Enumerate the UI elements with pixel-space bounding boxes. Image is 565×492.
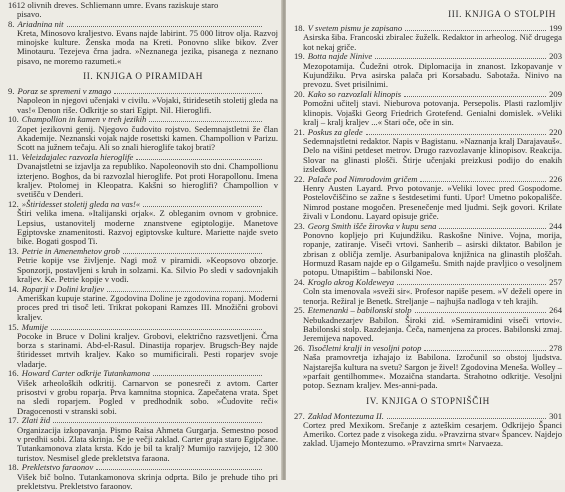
chapter-number: 11. — [8, 152, 19, 163]
chapter-number: 9. — [8, 86, 15, 97]
chapter-title: V svetem pismu je zapisano — [307, 23, 403, 33]
toc-entry — [8, 153, 278, 199]
dot-leader — [375, 58, 546, 59]
chapter-number: 8. — [8, 18, 15, 29]
dot-leader — [404, 96, 546, 97]
page-number: 203 — [549, 51, 562, 62]
dot-leader — [96, 469, 262, 470]
toc-entry — [294, 52, 562, 89]
section-heading: IV. KNJIGA O STOPNIŠČIH — [366, 395, 490, 406]
chapter-number: 25. — [294, 305, 305, 316]
chapter-title: Tisočletni kralji in vesoljni potop — [307, 343, 422, 354]
chapter-number: 26. — [294, 343, 305, 354]
page-number: 278 — [549, 343, 562, 354]
chapter-number: 15. — [8, 321, 19, 332]
dot-leader — [123, 253, 262, 254]
chapter-number: 13. — [8, 246, 19, 257]
toc-entry — [8, 115, 278, 152]
dot-leader — [366, 134, 546, 135]
toc-entry — [294, 175, 562, 221]
toc-entry — [294, 222, 562, 278]
chapter-title: Georg Smith išče žirovka v kupu sena — [307, 220, 437, 231]
chapter-number: 23. — [294, 220, 305, 231]
running-head: III. KNJIGA O STOLPIH — [448, 9, 556, 19]
dot-leader — [153, 375, 262, 376]
chapter-title: Ariadnina nit — [17, 18, 64, 29]
toc-entry — [8, 87, 278, 115]
chapter-summary: Organizacija izkopavanja. Pismo Raisa Ahmeta Gurgarja. Semestno posod v predhii sobi. Zlata skrinja. Še je večji zaklad. Carter graja staro Egipčane. Tutankamonova zlata krsta. Kdo je bil ta kralj? Mumijo razvijejo, 12 300 turistov. Nesmisel glede prekletstva faraona. — [17, 424, 278, 463]
chapter-number: 20. — [294, 89, 305, 100]
dot-leader — [107, 291, 262, 292]
chapter-summary: Zopet jezikovni genij. Njegovo čudovito rojstvo. Sedemnajstletni že član Akademije. Neznanski vojak najde rosettski kamen. Champollion v Parizu. Scott na južnem tečaju. Ali so znali hieroglife takoj brati? — [17, 123, 278, 153]
toc-entry — [8, 247, 278, 284]
page-number: 199 — [549, 23, 562, 33]
dot-leader — [114, 93, 262, 94]
dot-leader — [51, 329, 262, 330]
toc-entry — [8, 463, 278, 491]
right-page-column — [286, 0, 565, 449]
chapter-title: Botta najde Ninive — [307, 51, 373, 62]
chapter-summary: Pomožni učitelj stavi. Nieburova potovanja. Persepolis. Plasti razlomljiv klinopis. Vojaški Georg Friedrich Grotefend. Genialni domislek. »Veliki kralj – kralj kraljev ...« Stari oče, oče in sin. — [303, 98, 562, 127]
dot-leader — [136, 159, 262, 160]
chapter-summary: Ameriškan kupuje starine. Zgodovina Doline je zgodovina ropanj. Moderni proces pred tri tisoč leti. Trikrat pokopani Ramzes III. Množični grobovi kraljev. — [17, 293, 278, 322]
chapter-title: Champollion in kamen v treh jezikih — [21, 114, 147, 125]
chapter-number: 27. — [294, 410, 305, 421]
chapter-title: Mumije — [21, 321, 49, 332]
page-number: 226 — [549, 173, 562, 184]
dot-leader — [405, 30, 546, 31]
chapter-summary: Višek arheoloških odkritij. Carnarvon se ponesreči z avtom. Carter prisostvi v grobu roparja. Prva kamnitna stopnica. Zapečatena vrata. Spet na sledi roparjem. Pogled v predhodnik sobo. »Čudovite reči« Dragocenosti v stranski sobi. — [17, 377, 278, 416]
chapter-summary: Višek bič bolno. Tutankamonova skrinja odprta. Bilo je prehude tiho pri prekletstvu. Prekletstvo faraonov. — [17, 471, 278, 492]
chapter-summary: Nebukadnezarjev Babilon. Široki zid. »Semiramidini viseči vrtovi«. Babilonski stolp. Razdejanja. Čeča, namenjena za proces. Babilonski zmaj. Jeremijeva napoved. — [303, 314, 562, 344]
chapter-title: »Štiridesset stoletij gleda na vas!« — [21, 199, 141, 210]
dot-leader — [420, 181, 546, 182]
toc-entry — [294, 24, 562, 52]
chapter-summary: Petrie kopije vse življenje. Nagi mož v piramidi. »Keopsovo obzorje. Sponzorji, postavljeni s kruh in solzami. Ka. Silvio Po sledi v sadovnjakih kraljev. Ke. Petrie kopije v vodi. — [17, 255, 278, 285]
dot-leader — [415, 312, 546, 313]
chapter-number: 17. — [8, 415, 19, 426]
section-heading: II. KNJIGA O PIRAMIDAH — [83, 71, 203, 82]
dot-leader — [424, 350, 546, 351]
chapter-number: 24. — [294, 277, 305, 288]
carryover-line: 1612 olivnih dreves. Schliemann umre. Evans raziskuje staro — [8, 0, 219, 10]
chapter-title: Veleizdajalec razvozla hieroglife — [21, 152, 134, 163]
dot-leader — [439, 228, 546, 229]
dot-leader — [387, 418, 546, 419]
dot-leader — [143, 206, 262, 207]
toc-entry — [294, 128, 562, 174]
chapter-summary: Ponovno kopljejo pri Kujundžiku. Raskošne Ninive. Vojna, morija, ropanje, zatiranje. Viseči vrtovi. Sanherib – asirski diktator. Babilon je zbrisan z obličja zemlje. Asurbanipalova knjižnica na glinastih ploščah. Hormuzd Rasam najde ep o Gilgamešu. Smith najde pravljico o vesoljnem potopu. Utnapištim – babilonski Noe. — [303, 230, 562, 278]
toc-entry — [8, 369, 278, 415]
chapter-number: 18. — [294, 23, 305, 33]
dot-leader — [67, 26, 262, 27]
right-page — [286, 0, 565, 480]
chapter-title: Petrie in Amenemhetov grob — [21, 246, 120, 257]
chapter-number: 19. — [294, 51, 305, 62]
toc-entry — [8, 20, 278, 66]
chapter-summary: Dvanajstletni se izjavlja za republiko. Napoleonovih sto dni. Champollionu izterjeno. Boghos, da bi razvozlal hieroglife. Pot proti Horapollonu. Imena kraljev. Ptolomej in Kleopatra. Kakšni so hieroglifi? Champollion v svetišču v Denderi. — [17, 161, 278, 200]
chapter-summary: Coln sta imenovala »sveži sir«. Profesor napiše pesem. »V deželi opere in tenorja. Režiral je Benetk. Streljanje – najhujša nadloga v teh krajih. — [303, 286, 562, 306]
chapter-summary: Henry Austen Layard. Prvo potovanje. »Veliki lovec pred Gospodome. Postelovčiščino se zažne s šestdesetimi funti. Upor! Umetno pokopališče. Nimrod postane mogočen. Presenečenje med ljudmi. Sejk govori. Krilate živali v Londonu. Layard opisuje griče. — [303, 183, 562, 221]
toc-entry — [294, 344, 562, 390]
toc-entry — [8, 323, 278, 369]
chapter-number: 21. — [294, 126, 305, 137]
chapter-number: 10. — [8, 114, 19, 125]
chapter-summary: Kreta, Minosovo kraljestvo. Evans najde labirint. 75 000 litrov olja. Razvoj minojske kulture. Ženska moda na Kreti. Ponovno slike bikov. Zver Minotauru. Tezejeva črna jadra. »Neznanega jezika, pisanega z neznano pisavo, ne moremo razumeti.« — [17, 27, 278, 66]
chapter-summary: Naša pramovretja izhajajo iz Babilona. Izročunil so obstoj ljudstva. Najstarejša kultura na svetu? Sargon je živel! Zgodovina Meneša. Wolley – »parfait gentilhomme«. Mozaična standarta. Strahotno odkritje. Vesoljni potop. Seznam kraljev. Mes-anni-pada. — [303, 352, 562, 391]
toc-entry — [294, 278, 562, 306]
chapter-summary: Štiri velika imena. »Italijanski orjak«. Z obleganim ovnom v grobnice. Lepsius, ustanovitelj moderne znanstvene egiptologije. Manetove Egiptovske znamenitosti. Razvoj egiptovske kulture. Mariette najde sveto bike. Bogati gospod Ti. — [17, 208, 278, 247]
chapter-summary: Cortez pred Mexikom. Srečanje z azteškim cesarjem. Odkrijejo Španci Ameriko. Cortez pade z visokega zidu. »Pravzirna stvar« Špancev. Najdejo zaklad. Ujamejo Montezumo. »Pravzirna smrt« Narvaeza. — [303, 419, 562, 449]
chapter-title: Kroglo akrog Koldeweya — [307, 277, 394, 288]
page-number: 257 — [549, 277, 562, 288]
chapter-title: Palače pod Nimrodovim gričem — [307, 173, 418, 184]
page-number: 220 — [549, 126, 562, 137]
page-number: 209 — [549, 89, 562, 100]
chapter-title: Etemenanki – babilonski stolp — [307, 305, 412, 316]
dot-leader — [53, 422, 262, 423]
toc-entry — [294, 412, 562, 449]
toc-entry — [294, 90, 562, 127]
chapter-title: Prekletstvo faraonov — [21, 462, 94, 473]
chapter-title: Roparji v Dolini kraljev — [21, 283, 105, 294]
dot-leader — [397, 284, 546, 285]
chapter-title: Howard Carter odkrije Tutankamona — [21, 368, 151, 379]
toc-entry — [8, 200, 278, 246]
page-number: 244 — [549, 220, 562, 231]
chapter-number: 14. — [8, 283, 19, 294]
left-page-column — [0, 0, 282, 492]
dot-leader — [149, 121, 262, 122]
page-number: 264 — [549, 305, 562, 316]
toc-entry — [8, 416, 278, 462]
carryover-line: pisavo. — [17, 9, 42, 20]
toc-entry — [8, 285, 278, 322]
chapter-title: Poskus za glede — [307, 126, 363, 137]
chapter-number: 16. — [8, 368, 19, 379]
chapter-summary: Sedemnajstletni redaktor. Napis v Bagistanu. »Naznanja kralj Darajavauš«. Delo na višini petdeset metrov. Drugo razvozlavanje klinopisov. Reakcija. Slovar na glinasti plošči. Štirje učenjaki preizkusi podijo do enakih izsledkov. — [303, 136, 562, 174]
chapter-title: Zlati žid — [21, 415, 51, 426]
chapter-title: Poraz se spremeni v zmago — [17, 86, 112, 97]
chapter-summary: Mezopotamija. Čudežni otrok. Diplomacija in znanost. Izkopavanje v Kujundžiku. Prva asirska palača pri Korsabadu. Sabotaža. Ninivo na prevozu. Svet prisilnimi. — [303, 60, 562, 90]
toc-entry — [294, 306, 562, 343]
chapter-summary: Napoleon in njegovi učenjaki v civilu. »Vojaki, štiridesetih stoletij gleda na vas!« Denon riše. Odkritje so stari Egipt. Nil. Hieroglifi. — [17, 95, 278, 115]
page-number: 301 — [549, 410, 562, 421]
chapter-title: Zaklad Montezuma II. — [307, 410, 384, 421]
chapter-number: 12. — [8, 199, 19, 210]
chapter-summary: Pocoke in Bruce v Dolini kraljev. Grobovi, električno razsvetljeni. Črna borza s starinami. Abd-el-Rasul. Dinastija roparjev. Brugsch-Bey najde štiridesset mrtvih kraljev. Kako so mumificirali. Pesti roparjev svoje vladarje. — [17, 330, 278, 369]
chapter-title: Kako so razvozlali klinopis — [307, 89, 402, 100]
left-page — [0, 0, 282, 492]
chapter-number: 22. — [294, 173, 305, 184]
chapter-number: 18. — [8, 462, 19, 473]
chapter-summary: Asirska šiba. Francoski zbiralec žuželk. Redaktor in arheolog. Nič drugega kot nekaj griče. — [303, 32, 562, 52]
